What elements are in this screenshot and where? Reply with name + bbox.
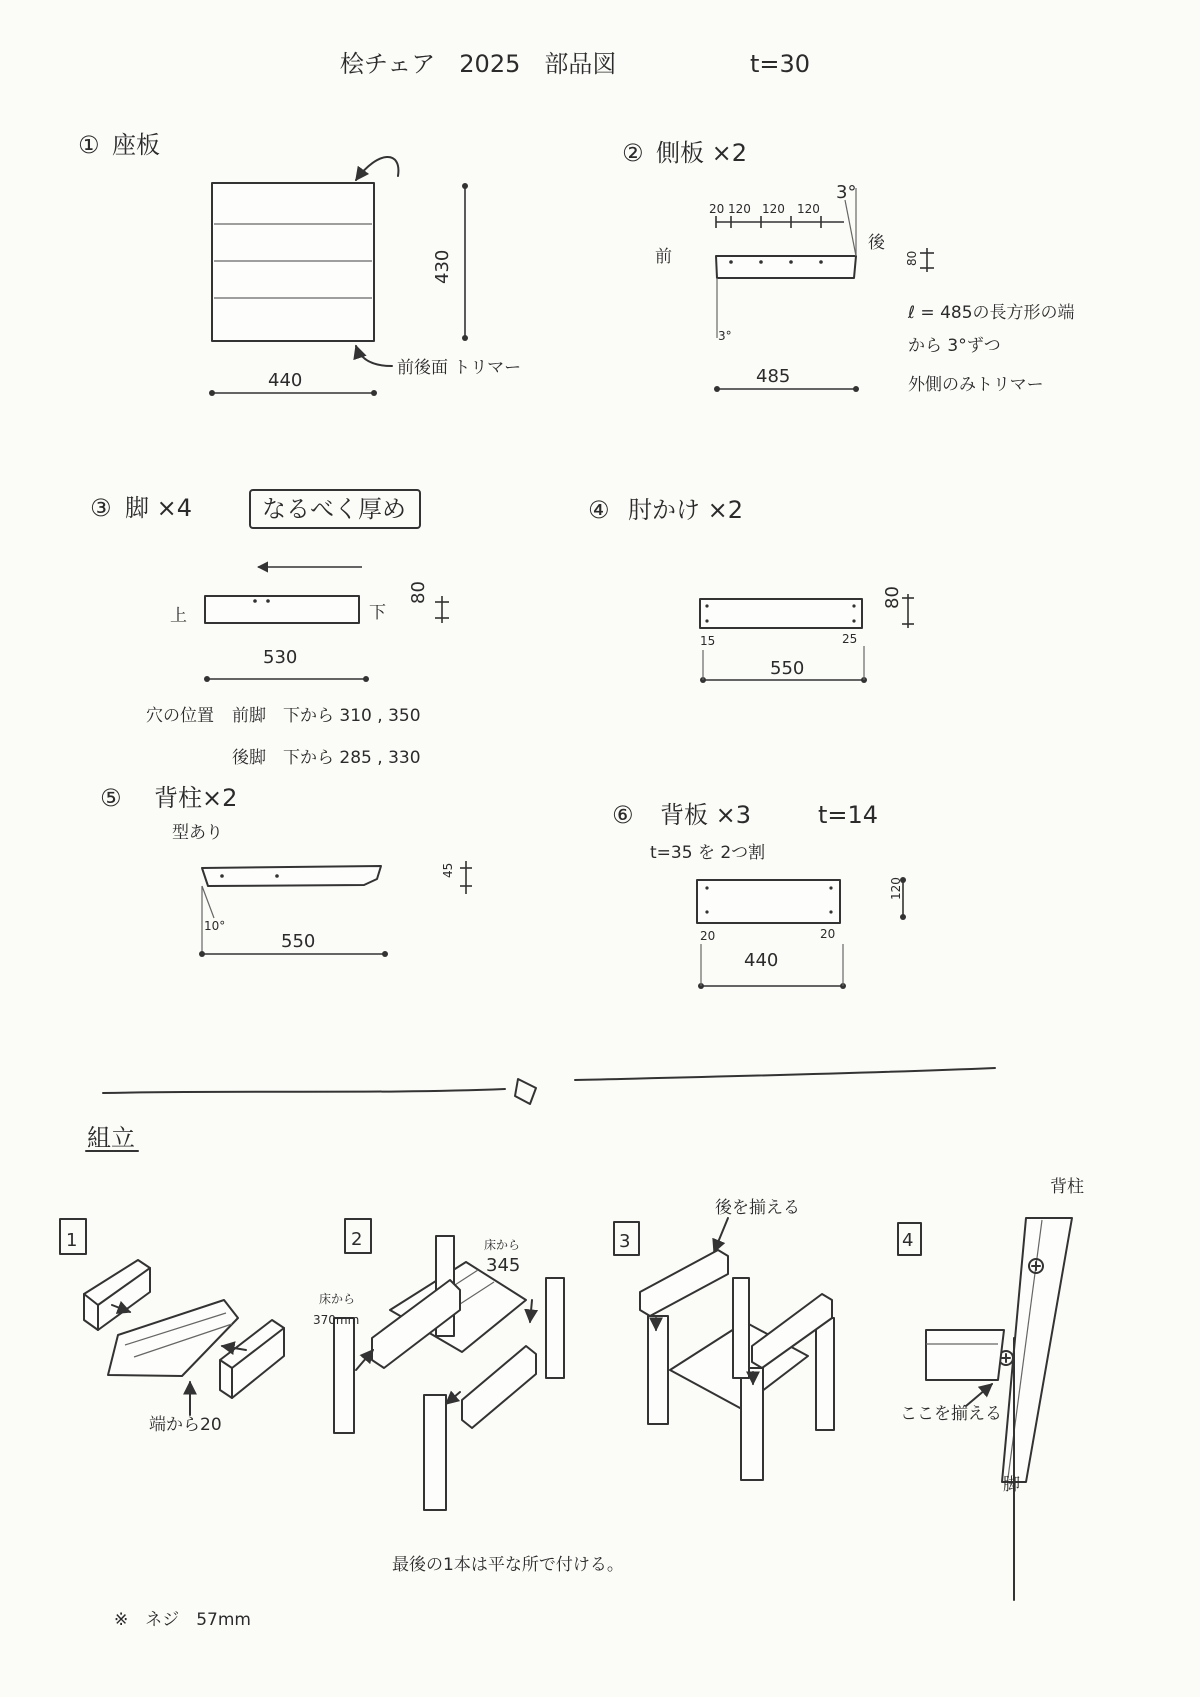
part-seat: [78, 131, 521, 396]
part-number-2: ②: [622, 139, 644, 167]
armrest-length-value: 550: [770, 658, 805, 679]
side-height-value: 80: [905, 250, 919, 266]
armrest-height-value: 80: [882, 586, 903, 609]
back-post-height-value: 45: [441, 862, 455, 878]
step-3-leg-front-right: [741, 1368, 763, 1480]
step-4-note: ここを揃える: [900, 1404, 1002, 1424]
step-4-bottom-label: 脚: [1003, 1475, 1020, 1495]
armrest-right-offset: 25: [842, 632, 858, 646]
back-board-outline: [697, 880, 840, 923]
seat-board-outline: [212, 183, 374, 341]
seat-trim-note: 前後面 トリマー: [397, 358, 522, 378]
divider-ornament: [515, 1079, 536, 1104]
assembly-step-4: [898, 1177, 1084, 1600]
armrest-outline: [700, 599, 862, 628]
leg-hole: [266, 599, 270, 603]
step-4-armrest: [926, 1330, 1004, 1380]
step-2-number: 2: [351, 1229, 363, 1250]
part-name-seat: 座板: [112, 131, 160, 159]
leg-hole-back: 後脚 下から 285 , 330: [232, 748, 421, 768]
side-hole-spacing-1: 120: [728, 202, 751, 216]
back-post-length-value: 550: [281, 931, 316, 952]
step-4-top-label: 背柱: [1050, 1177, 1084, 1197]
part-number-3: ③: [90, 494, 112, 522]
back-board-left-offset: 20: [700, 929, 716, 943]
step-3-armrest-left: [640, 1250, 728, 1316]
step-2-left-note-1: 床から: [319, 1292, 356, 1306]
leg-length-value: 530: [263, 647, 298, 668]
step-2-right-note-1: 床から: [484, 1238, 521, 1252]
side-note-line-2: から 3°ずつ: [908, 336, 1001, 356]
step-3-note: 後を揃える: [715, 1198, 800, 1218]
step-1-right-rail: [220, 1320, 284, 1398]
side-length-value: 485: [756, 366, 791, 387]
part-side-board: [622, 139, 1075, 395]
side-hole: [789, 260, 793, 264]
step-2-right-note-2: 345: [486, 1255, 521, 1276]
step-1-left-rail: [84, 1260, 150, 1330]
assembly-heading: 組立: [87, 1124, 135, 1152]
part-number-6: ⑥: [612, 801, 634, 829]
leg-height-value: 80: [408, 581, 429, 604]
side-hole: [819, 260, 823, 264]
armrest-left-offset: 15: [700, 634, 716, 648]
step-4-number: 4: [902, 1230, 914, 1251]
leg-hole: [253, 599, 257, 603]
section-divider-left: [103, 1089, 505, 1093]
side-front-label: 前: [655, 247, 672, 267]
seat-depth-value: 430: [432, 249, 453, 284]
back-board-height-value: 120: [889, 877, 903, 900]
material-thickness: t=30: [750, 50, 811, 78]
leg-boxed-note: なるべく厚め: [262, 495, 406, 523]
part-name-leg: 脚 ×4: [125, 494, 193, 522]
step-1-note: 端から20: [149, 1415, 222, 1435]
trim-arrow-bottom: [356, 346, 392, 366]
back-board-length-value: 440: [744, 950, 779, 971]
side-hole: [729, 260, 733, 264]
step-2-leg-front-left: [334, 1318, 354, 1433]
back-post-angle: 10°: [204, 919, 226, 933]
step-2-leg-back-right: [546, 1278, 564, 1378]
assembly-step-1: [60, 1219, 284, 1435]
leg-outline: [205, 596, 359, 623]
side-hole-spacing-2: 120: [762, 202, 785, 216]
side-angle-bottom: 3°: [718, 329, 732, 343]
step-2-side-rail-right: [462, 1346, 536, 1428]
side-hole-start: 20: [709, 202, 725, 216]
screw-note: ※ ネジ 57mm: [114, 1610, 251, 1630]
section-divider-right: [575, 1068, 995, 1080]
back-board-sub: t=35 を 2つ割: [650, 843, 766, 863]
part-name-back-post: 背柱×2: [154, 784, 238, 812]
side-angle-top: 3°: [836, 182, 857, 203]
part-back-post: [100, 784, 472, 957]
part-name-side: 側板 ×2: [656, 139, 748, 167]
side-back-label: 後: [868, 233, 885, 253]
step-3-leg-front-left: [648, 1316, 668, 1424]
step-2-leg-front-right: [424, 1395, 446, 1510]
drawing-title: 桧チェア 2025 部品図: [340, 50, 617, 78]
side-hole-spacing-3: 120: [797, 202, 820, 216]
side-note-line-1: ℓ = 485の長方形の端: [908, 303, 1075, 323]
trim-arrow-top: [356, 157, 398, 180]
step-3-leg-back-right: [816, 1318, 834, 1430]
part-armrest: [588, 496, 914, 683]
back-post-sub: 型あり: [172, 823, 223, 843]
step-1-number: 1: [66, 1230, 78, 1251]
back-board-thickness: t=14: [818, 801, 879, 829]
leg-hole-note-label: 穴の位置: [146, 706, 214, 726]
side-hole: [759, 260, 763, 264]
part-number-5: ⑤: [100, 784, 122, 812]
assembly-step-2: [313, 1219, 564, 1510]
leg-bottom-label: 下: [369, 603, 386, 623]
part-number-4: ④: [588, 496, 610, 524]
part-leg: [90, 490, 449, 768]
part-name-armrest: 肘かけ ×2: [628, 496, 744, 524]
back-board-right-offset: 20: [820, 927, 836, 941]
step-3-number: 3: [619, 1231, 631, 1252]
side-note-line-3: 外側のみトリマー: [908, 375, 1044, 395]
leg-top-label: 上: [170, 606, 187, 626]
step-3-leg-back-left: [733, 1278, 749, 1378]
assembly-step-3: [614, 1198, 834, 1480]
step-2-left-note-2: 370mm: [313, 1313, 360, 1327]
leg-hole-front: 前脚 下から 310 , 350: [232, 706, 421, 726]
part-back-board: [612, 801, 906, 989]
assembly-footer-note: 最後の1本は平な所で付ける。: [392, 1555, 624, 1575]
part-number-1: ①: [78, 131, 100, 159]
seat-width-value: 440: [268, 370, 303, 391]
part-name-back-board: 背板 ×3: [660, 801, 752, 829]
side-board-outline: [716, 256, 856, 278]
back-post-outline: [202, 866, 381, 886]
